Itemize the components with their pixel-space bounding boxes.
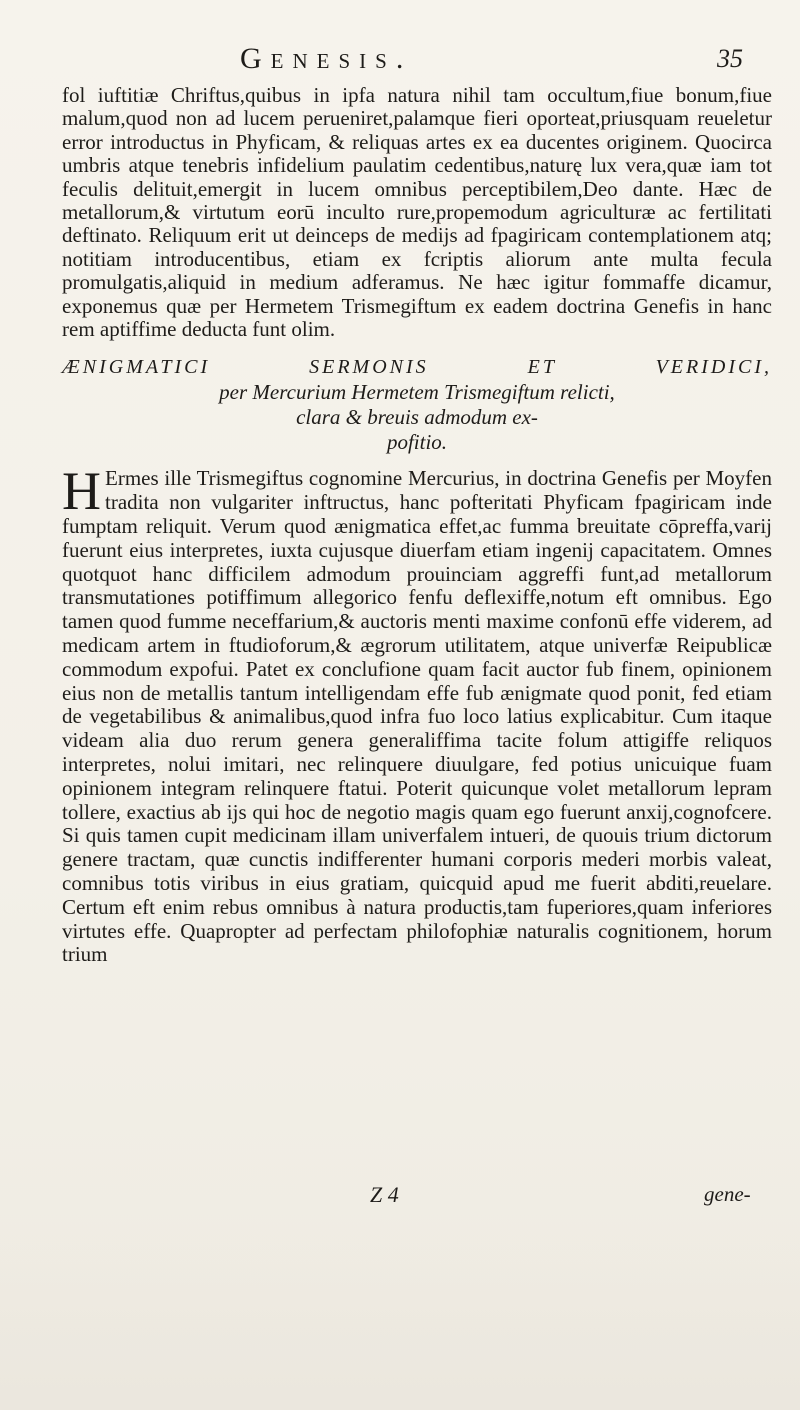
page-number: 35 [717,44,743,73]
heading-line-4: pofitio. [386,430,448,455]
paragraph-2-text: Ermes ille Trismegiftus cognomine Mercurius, in doctrina Genefis per Moyfen tradita non vulgariter inftructus, hanc pofteritati Phyficam fpagiricam inde fumptam reliquit. Verum quod ænigmatica effet,ac fumma breuitate cōpreffa,varij fuerunt eius interpretes, iuxta cujusque diuerfam etiam ingenij capacitatem. Omnes quotquot hanc difficilem admodum prouinciam aggreffi funt,ad metallorum transmutationes potiffimum allegorico fenfu deflexiffe,notum eft omnibus. Ego tamen quod fumme neceffarium,& auctoris menti maxime confonū effe viderem, ad medicam artem in ftudioforum,& ægrorum utilitatem, atque univerfæ Reipublicæ commodum expofui. Patet ex conclufione quam facit auctor fub finem, opinionem eius non de metallis tantum intelligendam effe fub ænigmate quod ponit, fed etiam de vegetabilibus & animalibus,quod infra fuo loco latius explicabitur. Cum itaque videam alia duo rerum genera generaliffima tacite folum attigiffe reliquos interpretes, nolui imitari, nec relinquere diuulgare, fed potius unicuique fuam opinionem integram relinquere ftatui. Poterit quicunque volet metallorum lepram tollere, exactius ab ijs qui hoc de negotio magis quam ego fuerunt anxij,cognofcere. Si quis tamen cupit medicinam illam univerfalem intueri, de quouis trium dictorum genere tractam, quæ cunctis indifferenter humani corporis mederi morbis valeat, comnibus totis viribus in eius gratiam, quicquid apud me fuerit abditi,reuelare. Certum eft enim rebus omnibus à natura productis,tam fuperiores,quam inferiores virtutes effe. Quapropter ad perfectam philofophiæ naturalis cognitionem, horum trium [62,466,772,967]
drop-cap: H [62,461,101,522]
blank-lower-margin [0,1215,800,1410]
page-header [0,42,800,82]
paragraph-1: fol iuftitiæ Chriftus,quibus in ipfa natura nihil tam occultum,fiue bonum,fiue malum,quod non ad lucem perueniret,palamque fieri oporteat,priusquam reueletur error introductus in Phyficam, & reliquas artes ex ea ducentes originem. Quocirca umbris atque tenebris infidelium paulatim cedentibus,naturę lux vera,quæ iam tot feculis delituit,emergit in lucem omnibus perceptibilem,Deo dante. Hæc de metallorum,& virtutum eorū inculto rure,propemodum agriculturæ ac fertilitati deftinato. Reliquum erit ut deinceps de medijs ad fpagiricam contemplationem atq; notitiam introducentibus, etiam ex fcriptis aliorum ante multa fecula promulgatis,aliquid in medium adferamus. Ne hæc igitur fommaffe dicamur, exponemus quæ per Hermetem Trismegiftum ex eadem doctrina Genefis in hanc rem aptiffime deducta funt olim. [62,83,772,342]
heading-line-2: per Mercurium Hermetem Trismegiftum relicti, [219,380,615,405]
main-text [62,84,772,988]
paragraph-2 [62,461,772,967]
signature-mark: Z 4 [370,1182,399,1207]
page-footer [0,1182,800,1212]
heading-line-1: ÆNIGMATICI SERMONIS ET VERIDICI, [62,356,772,379]
heading-line-3: clara & breuis admodum ex- [296,405,538,430]
section-heading [62,355,772,455]
catchword: gene- [704,1182,751,1206]
running-head: Genesis. [240,42,413,75]
